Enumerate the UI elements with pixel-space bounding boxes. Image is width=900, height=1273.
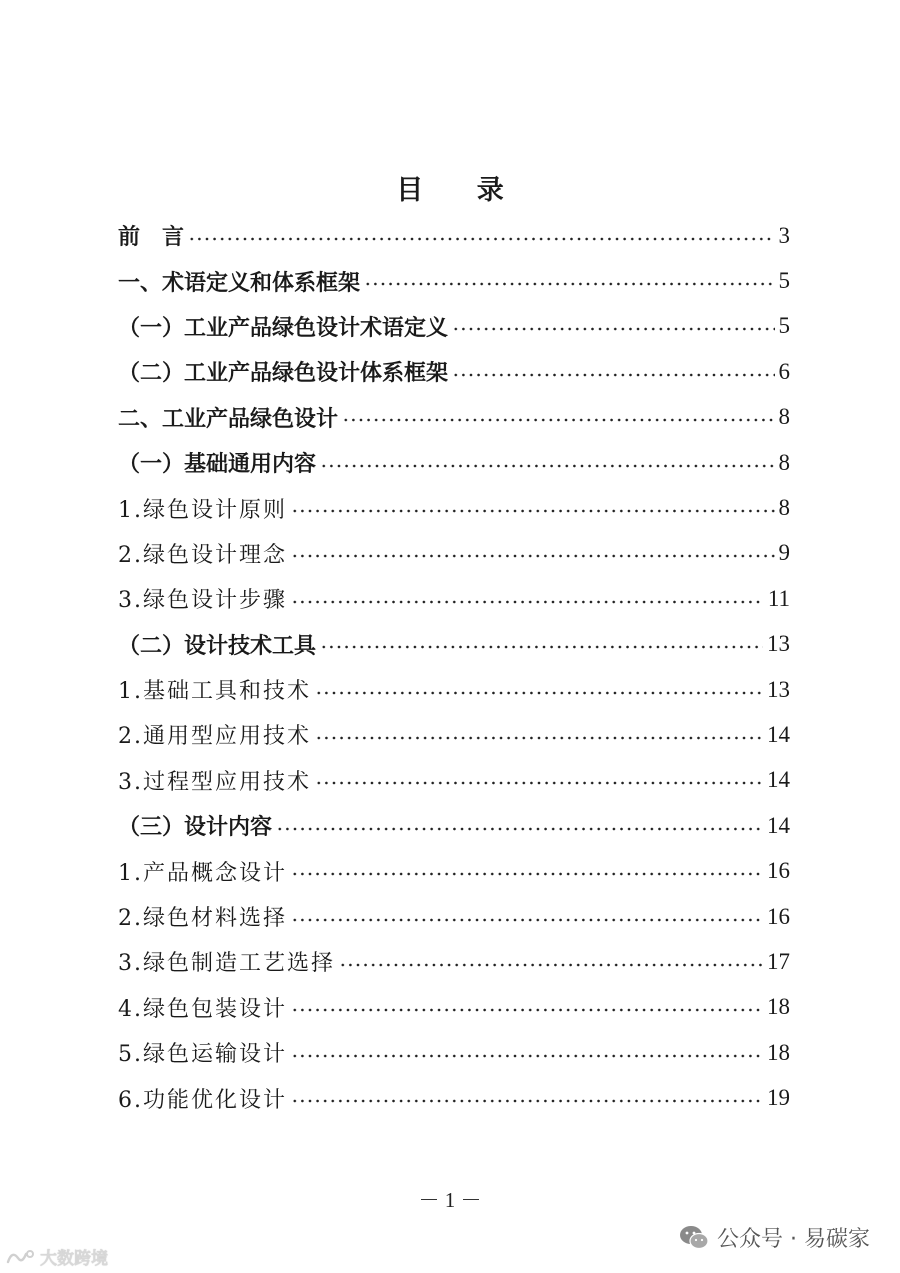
toc-entry-page: 13 (767, 676, 790, 702)
toc-entry[interactable] (118, 985, 790, 1030)
toc-entry-page: 8 (778, 449, 790, 475)
toc-entry-page: 11 (767, 585, 790, 611)
toc-entry-label: 二、工业产品绿色设计 (118, 405, 339, 432)
page-number: － 1 － (418, 1188, 482, 1212)
toc-entry-label: 1.基础工具和技术 (118, 679, 311, 705)
dot-leader (291, 1054, 763, 1058)
toc-entry[interactable] (118, 395, 790, 440)
toc-entry-label: （一）工业产品绿色设计术语定义 (118, 314, 449, 341)
toc-entry[interactable] (118, 803, 790, 848)
toc-entry-page: 13 (767, 631, 790, 657)
dot-leader (452, 373, 774, 377)
dot-leader (315, 781, 763, 785)
dot-leader (452, 327, 774, 331)
toc-entry[interactable] (118, 576, 790, 621)
dot-leader (315, 736, 763, 740)
dot-leader (364, 282, 774, 286)
toc-entry-label: （二）设计技术工具 (118, 632, 317, 659)
toc-entry[interactable] (118, 349, 790, 394)
dot-leader (188, 237, 774, 241)
dot-leader (291, 600, 764, 604)
toc-entry-label: 3.绿色设计步骤 (118, 588, 287, 614)
toc-entry-label: 前 言 (118, 224, 185, 251)
toc-entry-label: 6.功能优化设计 (118, 1087, 287, 1113)
toc-entry-page: 8 (778, 495, 790, 521)
toc-entry[interactable] (118, 667, 790, 712)
dot-leader (339, 963, 763, 967)
toc-entry[interactable] (118, 939, 790, 984)
brand-logo-icon (6, 1248, 36, 1266)
toc-entry[interactable] (118, 712, 790, 757)
toc-entry-label: 2.通用型应用技术 (118, 724, 311, 750)
toc-entry[interactable] (118, 758, 790, 803)
toc-entry-label: （一）基础通用内容 (118, 451, 317, 478)
toc-entry-label: （三）设计内容 (118, 814, 273, 841)
toc-entry[interactable] (118, 848, 790, 893)
dot-leader (291, 1099, 763, 1103)
toc-entry-page: 3 (778, 222, 790, 248)
toc-entry-label: 4.绿色包装设计 (118, 996, 287, 1022)
toc-entry-page: 19 (767, 1085, 790, 1111)
dot-leader (291, 872, 763, 876)
toc-entry[interactable] (118, 485, 790, 530)
dot-leader (320, 645, 763, 649)
dot-leader (276, 827, 763, 831)
toc-entry-page: 5 (778, 313, 790, 339)
table-of-contents (118, 213, 790, 1121)
dot-leader (291, 918, 763, 922)
toc-entry-page: 14 (767, 767, 790, 793)
toc-entry-label: 2.绿色材料选择 (118, 906, 287, 932)
wechat-icon (679, 1225, 709, 1251)
toc-entry-label: 3.过程型应用技术 (118, 769, 311, 795)
toc-entry[interactable] (118, 531, 790, 576)
toc-entry[interactable] (118, 1075, 790, 1120)
toc-entry-page: 17 (767, 948, 790, 974)
toc-entry-page: 9 (778, 540, 790, 566)
dot-leader (320, 464, 774, 468)
toc-entry-page: 5 (778, 268, 790, 294)
toc-entry-label: 1.产品概念设计 (118, 860, 287, 886)
watermark-right-text: 公众号 · 易碳家 (717, 1227, 870, 1252)
toc-entry[interactable] (118, 213, 790, 258)
toc-entry[interactable] (118, 258, 790, 303)
toc-entry[interactable] (118, 440, 790, 485)
toc-entry-label: 3.绿色制造工艺选择 (118, 951, 335, 977)
dot-leader (291, 554, 775, 558)
toc-entry-page: 8 (778, 404, 790, 430)
dot-leader (342, 418, 774, 422)
toc-entry[interactable] (118, 304, 790, 349)
toc-entry-label: 5.绿色运输设计 (118, 1042, 287, 1068)
watermark-left (6, 1244, 108, 1269)
dot-leader (291, 1008, 763, 1012)
toc-entry-label: 1.绿色设计原则 (118, 497, 287, 523)
toc-entry-label: （二）工业产品绿色设计体系框架 (118, 360, 449, 387)
toc-entry-label: 一、术语定义和体系框架 (118, 269, 361, 296)
toc-entry-page: 16 (767, 858, 790, 884)
watermark-left-text: 大数跨境 (40, 1249, 108, 1268)
toc-entry-page: 14 (767, 812, 790, 838)
toc-entry-page: 18 (767, 1039, 790, 1065)
dot-leader (315, 691, 763, 695)
dot-leader (291, 509, 775, 513)
toc-entry-page: 14 (767, 721, 790, 747)
watermark-right (679, 1222, 870, 1253)
toc-entry[interactable] (118, 1030, 790, 1075)
toc-entry-label: 2.绿色设计理念 (118, 542, 287, 568)
toc-entry[interactable] (118, 622, 790, 667)
toc-entry[interactable] (118, 894, 790, 939)
toc-entry-page: 6 (778, 358, 790, 384)
page-title: 目 录 (396, 175, 526, 206)
toc-entry-page: 16 (767, 903, 790, 929)
toc-entry-page: 18 (767, 994, 790, 1020)
